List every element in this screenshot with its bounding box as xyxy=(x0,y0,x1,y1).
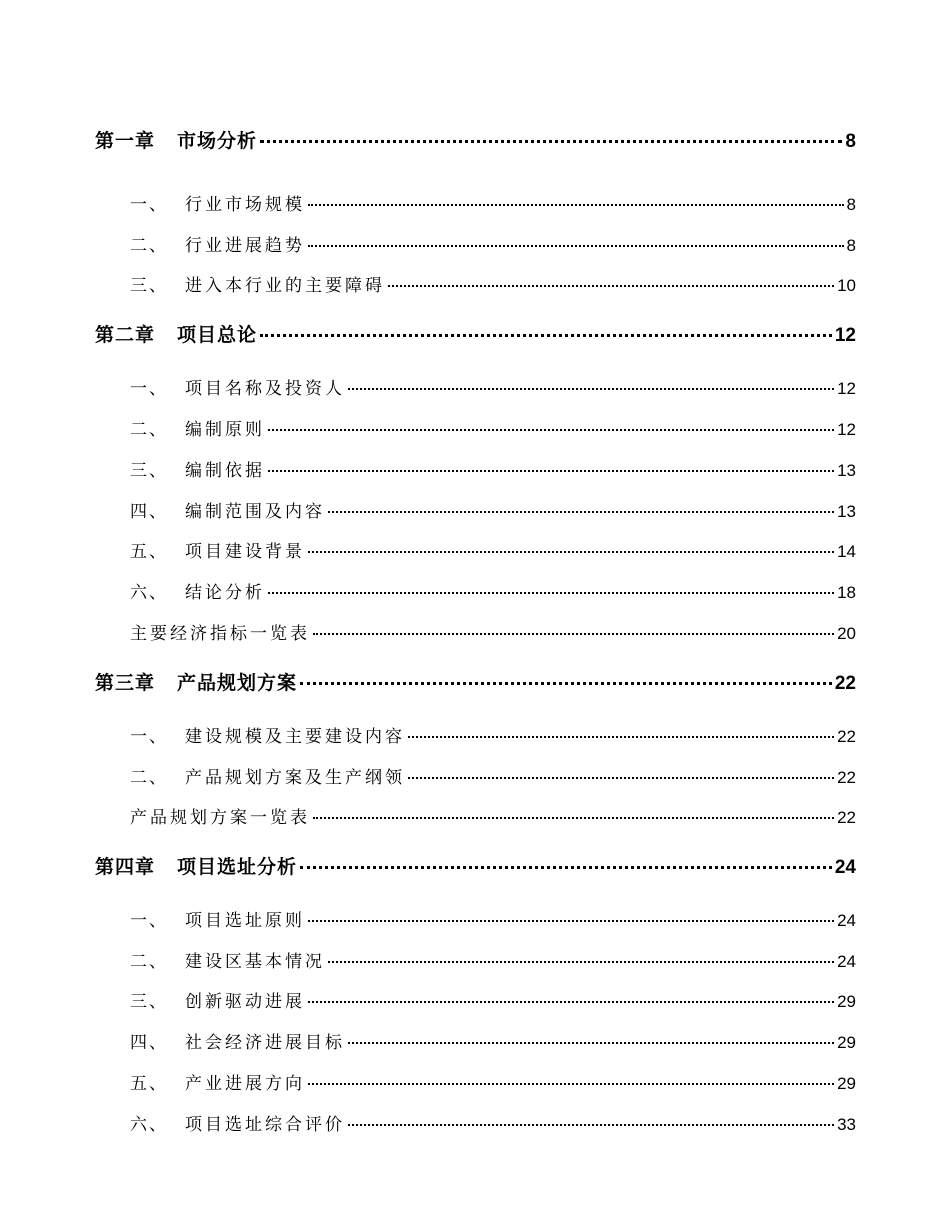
toc-section[interactable] xyxy=(0,1069,950,1094)
toc-number: 四、 xyxy=(130,502,168,522)
toc-page-number: 22 xyxy=(834,673,856,694)
toc-number: 三、 xyxy=(130,276,168,296)
dot-leader xyxy=(408,777,834,779)
dot-leader xyxy=(308,1001,834,1003)
toc-number: 一、 xyxy=(130,911,168,931)
toc-page-number: 24 xyxy=(837,911,856,930)
toc-section[interactable] xyxy=(0,415,950,440)
toc-page-number: 8 xyxy=(846,236,856,255)
toc-number: 一、 xyxy=(130,727,168,747)
dot-leader xyxy=(308,204,844,206)
dot-leader xyxy=(313,633,834,635)
dot-leader xyxy=(268,470,834,472)
toc-table-entry[interactable] xyxy=(0,619,950,644)
toc-page-number: 13 xyxy=(837,461,856,480)
toc-section[interactable] xyxy=(0,578,950,603)
toc-number: 四、 xyxy=(130,1033,168,1053)
toc-title: 产业进展方向 xyxy=(185,1074,305,1094)
toc-page-number: 24 xyxy=(837,952,856,971)
toc-title: 项目选址综合评价 xyxy=(185,1115,345,1135)
toc-number: 一、 xyxy=(130,195,168,215)
toc-section[interactable] xyxy=(0,537,950,562)
toc-chapter-2[interactable] xyxy=(0,320,950,347)
toc-section[interactable] xyxy=(0,763,950,788)
toc-section[interactable] xyxy=(0,1028,950,1053)
toc-page-number: 12 xyxy=(837,420,856,439)
toc-number: 三、 xyxy=(130,461,168,481)
toc-section[interactable] xyxy=(0,906,950,931)
toc-title: 编制依据 xyxy=(185,461,265,481)
toc-section[interactable] xyxy=(0,231,950,256)
dot-leader xyxy=(300,866,832,869)
toc-number: 五、 xyxy=(130,542,168,562)
toc-title: 进入本行业的主要障碍 xyxy=(185,276,385,296)
toc-section[interactable] xyxy=(0,722,950,747)
toc-page-number: 10 xyxy=(837,276,856,295)
dot-leader xyxy=(308,551,834,553)
toc-number: 二、 xyxy=(130,236,168,256)
toc-title: 行业进展趋势 xyxy=(185,236,305,256)
toc-section[interactable] xyxy=(0,190,950,215)
toc-title: 产品规划方案及生产纲领 xyxy=(185,768,405,788)
dot-leader xyxy=(300,682,832,685)
toc-page-number: 22 xyxy=(837,768,856,787)
toc-title: 项目选址原则 xyxy=(185,911,305,931)
toc-table-entry[interactable] xyxy=(0,803,950,828)
toc-page-number: 8 xyxy=(845,131,856,152)
toc-page-number: 22 xyxy=(837,808,856,827)
toc-number: 五、 xyxy=(130,1074,168,1094)
toc-number: 二、 xyxy=(130,420,168,440)
dot-leader xyxy=(348,1124,834,1126)
toc-section[interactable] xyxy=(0,456,950,481)
dot-leader xyxy=(328,511,834,513)
toc-number: 第一章 xyxy=(95,130,156,152)
toc-page-number: 29 xyxy=(837,1074,856,1093)
toc-section[interactable] xyxy=(0,497,950,522)
toc-title: 建设规模及主要建设内容 xyxy=(185,727,405,747)
dot-leader xyxy=(328,961,834,963)
toc-page-number: 20 xyxy=(837,624,856,643)
toc-title: 产品规划方案 xyxy=(177,672,298,694)
toc-title: 主要经济指标一览表 xyxy=(130,624,310,644)
toc-title: 编制范围及内容 xyxy=(185,502,325,522)
toc-number: 二、 xyxy=(130,952,168,972)
toc-section[interactable] xyxy=(0,987,950,1012)
toc-title: 创新驱动进展 xyxy=(185,992,305,1012)
dot-leader xyxy=(308,245,844,247)
toc-number: 二、 xyxy=(130,768,168,788)
toc-section[interactable] xyxy=(0,947,950,972)
toc-page-number: 12 xyxy=(837,379,856,398)
toc-page-number: 22 xyxy=(837,727,856,746)
toc-page-number: 18 xyxy=(837,583,856,602)
dot-leader xyxy=(348,388,834,390)
dot-leader xyxy=(348,1042,834,1044)
toc-title: 社会经济进展目标 xyxy=(185,1033,345,1053)
toc-page-number: 29 xyxy=(837,1033,856,1052)
toc-title: 项目总论 xyxy=(177,324,258,346)
toc-number: 六、 xyxy=(130,583,168,603)
dot-leader xyxy=(268,429,834,431)
toc-title: 市场分析 xyxy=(177,130,258,152)
toc-title: 项目建设背景 xyxy=(185,542,305,562)
dot-leader xyxy=(308,1083,834,1085)
dot-leader xyxy=(408,736,834,738)
toc-title: 结论分析 xyxy=(185,583,265,603)
toc-page-number: 29 xyxy=(837,992,856,1011)
toc-section[interactable] xyxy=(0,1110,950,1135)
toc-section[interactable] xyxy=(0,271,950,296)
dot-leader xyxy=(308,920,834,922)
dot-leader xyxy=(268,592,834,594)
toc-number: 一、 xyxy=(130,379,168,399)
toc-number: 第三章 xyxy=(95,672,156,694)
toc-title: 编制原则 xyxy=(185,420,265,440)
toc-section[interactable] xyxy=(0,374,950,399)
toc-page-number: 13 xyxy=(837,502,856,521)
toc-chapter-4[interactable] xyxy=(0,852,950,879)
dot-leader xyxy=(260,334,832,337)
dot-leader xyxy=(260,140,842,143)
toc-title: 项目名称及投资人 xyxy=(185,379,345,399)
toc-title: 建设区基本情况 xyxy=(185,952,325,972)
toc-page-number: 8 xyxy=(846,195,856,214)
toc-number: 六、 xyxy=(130,1115,168,1135)
toc-number: 三、 xyxy=(130,992,168,1012)
dot-leader xyxy=(313,817,834,819)
toc-number: 第四章 xyxy=(95,856,156,878)
toc-title: 产品规划方案一览表 xyxy=(130,808,310,828)
toc-title: 行业市场规模 xyxy=(185,195,305,215)
toc-page-number: 24 xyxy=(834,857,856,878)
toc-title: 项目选址分析 xyxy=(177,856,298,878)
toc-number: 第二章 xyxy=(95,324,156,346)
toc-page-number: 12 xyxy=(834,325,856,346)
toc-chapter-3[interactable] xyxy=(0,668,950,695)
dot-leader xyxy=(388,285,834,287)
toc-page-number: 33 xyxy=(837,1115,856,1134)
toc-page-number: 14 xyxy=(837,542,856,561)
toc-chapter-1[interactable] xyxy=(0,126,950,153)
